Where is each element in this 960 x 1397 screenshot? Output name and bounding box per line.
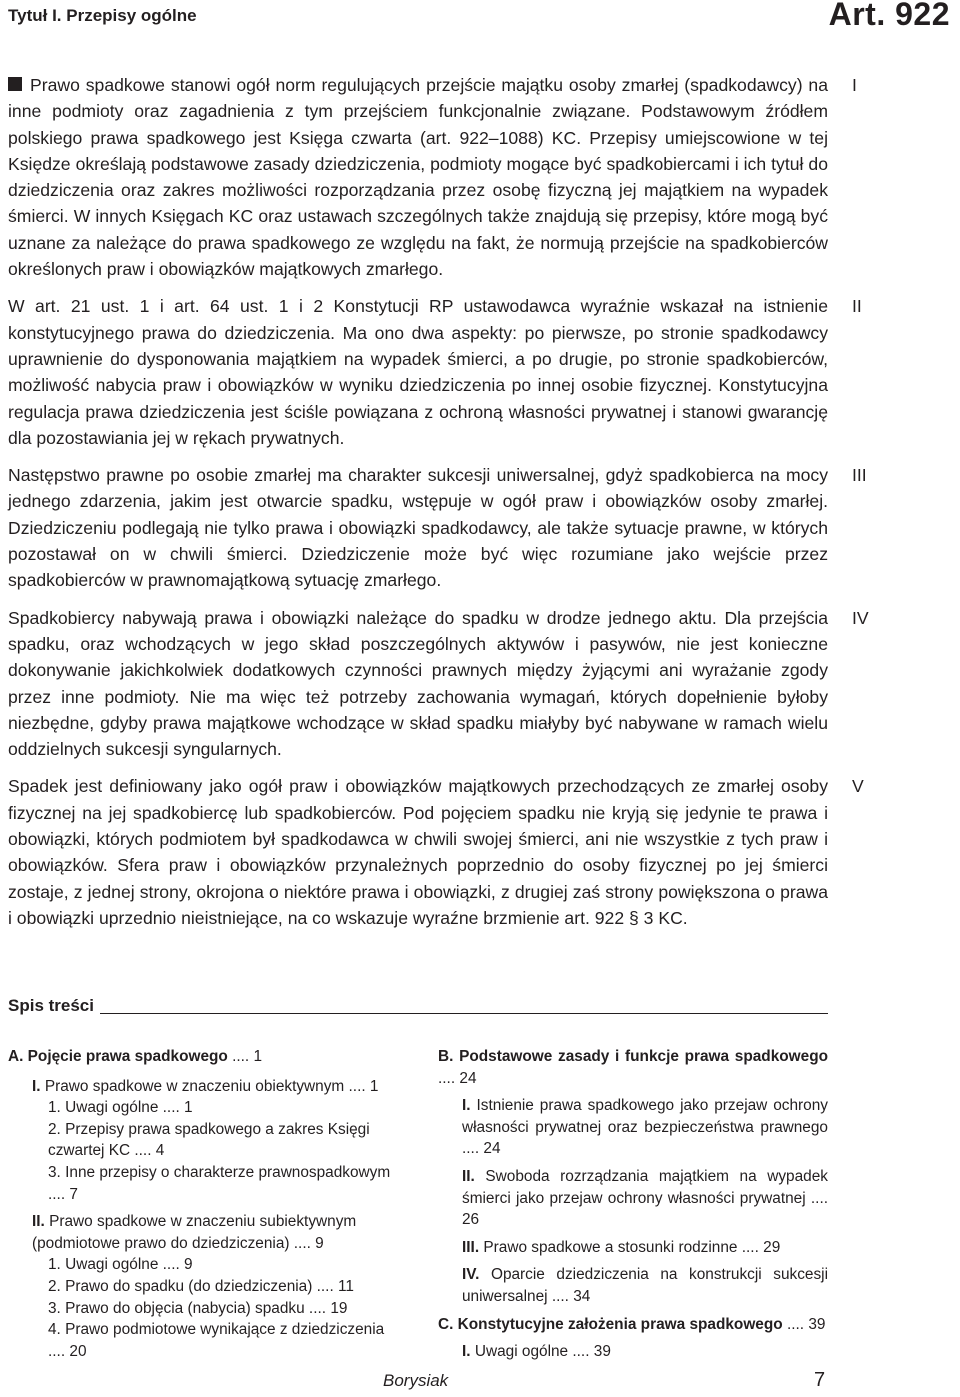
toc-item[interactable]: I. Istnienie prawa spadkowego jako przejaw ochrony własności prywatnej oraz bezpieczeństwa prawnego .... 24 (462, 1097, 828, 1158)
paragraph-text: Następstwo prawne po osobie zmarłej ma charakter sukcesji uniwersalnej, gdyż spadkobierca na mocy jednego zdarzenia, jakim jest otwarcie spadku, wstępuje w ogół praw i obowiązków osoby zmarłej. Dziedziczeniu podlegają nie tylko prawa i obowiązki spadkodawcy, ale także sytuacje prawne, w których pozostawał on w chwili śmierci. Dziedziczenie może być więc rozumiane jako wejście przez spadkobierców w prawnomajątkową sytuację zmarłego. (8, 465, 828, 591)
commentary-body (8, 72, 869, 942)
paragraph-i (8, 72, 857, 282)
paragraph-iii (8, 462, 867, 593)
toc-subitem[interactable]: 3. Inne przepisy o charakterze prawnospadkowym .... 7 (48, 1163, 391, 1203)
paragraph-text: Spadek jest definiowany jako ogół praw i obowiązków majątkowych przechodzących ze zmarłej osoby fizycznej na jej spadkobiercę lub spadkobierców. Pod pojęciem spadku nie kryją się jedynie te prawa i obowiązki, których podmiotem był spadkodawca w chwili swojej śmierci, ani nie wszystkie z tych praw i obowiązków. Sfera praw i obowiązków przynależnych poprzednio do osoby fizycznej po jej śmierci zostaje, z jednej strony, okrojona o niektóre prawa i obowiązki, z drugiej zaś strony powiększona o prawa i obowiązki uprzednio nieistniejące, na co wskazuje wyraźne brzmienie art. 922 § 3 KC. (8, 776, 828, 928)
toc-subitem[interactable]: 4. Prawo podmiotowe wynikające z dziedziczenia .... 20 (48, 1321, 385, 1360)
margin-marker-i: I (852, 75, 857, 95)
square-bullet-icon (8, 77, 22, 91)
toc-item[interactable]: II. Swoboda rozrządzania majątkiem na wypadek śmierci jako przejaw ochrony własności prywatnej .... 26 (462, 1167, 828, 1229)
toc-left-column (8, 1046, 398, 1362)
toc-item[interactable]: III. Prawo spadkowe a stosunki rodzinne .... 29 (462, 1238, 781, 1256)
toc-item-roman-1[interactable]: I. Prawo spadkowe w znaczeniu obiektywnym .... 1 (32, 1077, 379, 1095)
paragraph-v (8, 773, 864, 931)
paragraph-text: Spadkobiercy nabywają prawa i obowiązki należące do spadku w drodze jednego aktu. Dla przejścia spadku, oraz wchodzących w jego skład poszczególnych aktywów i pasywów, nie jest konieczne dokonywanie jakichkolwiek dodatkowych czynności prawnych między żyjącymi ani wyrażanie zgody przez inne podmioty. Nie ma więc też potrzeby zachowania wymagań, których dopełnienie byłoby niezbędne, gdyby prawa majątkowe wchodzące w skład spadku miałyby być nabywane w ramach wielu oddzielnych sukcesji syngularnych. (8, 607, 828, 760)
toc-subitem[interactable]: 2. Przepisy prawa spadkowego a zakres Księgi czwartej KC .... 4 (48, 1120, 370, 1160)
margin-marker-ii: II (852, 296, 862, 317)
margin-marker-v: V (852, 776, 864, 797)
toc-subitem[interactable]: 1. Uwagi ogólne .... 9 (48, 1256, 193, 1274)
toc-subitem[interactable]: 2. Prawo do spadku (do dziedziczenia) .... 11 (48, 1277, 354, 1295)
paragraph-text: W art. 21 ust. 1 i art. 64 ust. 1 i 2 Konstytucji RP ustawodawca wyraźnie wskazał na istnienie konstytucyjnego prawa do dziedziczenia. Ma ono dwa aspekty: po pierwsze, po stronie spadkodawcy uprawnienie do dysponowania majątkiem na wypadek śmierci, a po drugie, po stronie spadkobierców, możliwość nabycia praw i obowiązków w wyniku dziedziczenia po innej osobie fizycznej. Konstytucyjna regulacja prawa dziedziczenia jest ściśle powiązana z ochroną własności prywatnej i stanowi gwarancję dla pozostawiania jej w rękach prywatnych. (8, 296, 828, 448)
toc-item-roman-2[interactable]: II. Prawo spadkowe w znaczeniu subiektywnym (podmiotowe prawo do dziedziczenia) .... 9 (32, 1213, 357, 1252)
paragraph-ii (8, 293, 862, 451)
toc-title: Spis treści (8, 996, 94, 1015)
toc-subitem[interactable]: 3. Prawo do objęcia (nabycia) spadku .... 19 (48, 1299, 348, 1317)
margin-marker-iii: III (852, 465, 867, 486)
toc-section-c[interactable]: C. Konstytucyjne założenia prawa spadkowego .... 39 (438, 1315, 826, 1333)
footer-author: Borysiak (383, 1371, 449, 1390)
page-number: 7 (814, 1369, 826, 1391)
margin-marker-iv: IV (852, 607, 869, 628)
paragraph-iv (8, 605, 869, 763)
toc-section-b[interactable]: B. Podstawowe zasady i funkcje prawa spadkowego .... 24 (438, 1048, 828, 1087)
article-number: Art. 922 (828, 0, 950, 32)
toc-right-column (438, 1046, 828, 1369)
running-header-title: Tytuł I. Przepisy ogólne (8, 6, 197, 25)
toc-section-a[interactable]: A. Pojęcie prawa spadkowego .... 1 (8, 1048, 263, 1065)
paragraph-text: Prawo spadkowe stanowi ogół norm regulujących przejście majątku osoby zmarłej (spadkodawcy) na inne podmioty oraz zagadnienia z tym przejściem funkcjonalnie związane. Podstawowym źródłem polskiego prawa spadkowego jest Księga czwarta (art. 922–1088) KC. Przepisy umiejscowione w tej Księdze określają podstawowe zasady dziedziczenia, podmioty mogące być spadkobiercami i ich tytuł do dziedziczenia oraz zakres możliwości rozporządzania przez osobę fizyczną jej majątkiem na wypadek śmierci. W innych Księgach KC oraz ustawach szczególnych także znajdują się przepisy, które mogą być uznane za należące do prawa spadkowego ze względu na fakt, że normują przejście na spadkobierców określonych praw i obowiązków majątkowych zmarłego. (8, 75, 828, 280)
toc-item[interactable]: I. Uwagi ogólne .... 39 (462, 1343, 611, 1361)
toc-divider (100, 1013, 828, 1014)
toc-item[interactable]: IV. Oparcie dziedziczenia na konstrukcji sukcesji uniwersalnej .... 34 (462, 1266, 829, 1305)
toc-subitem[interactable]: 1. Uwagi ogólne .... 1 (48, 1099, 193, 1117)
